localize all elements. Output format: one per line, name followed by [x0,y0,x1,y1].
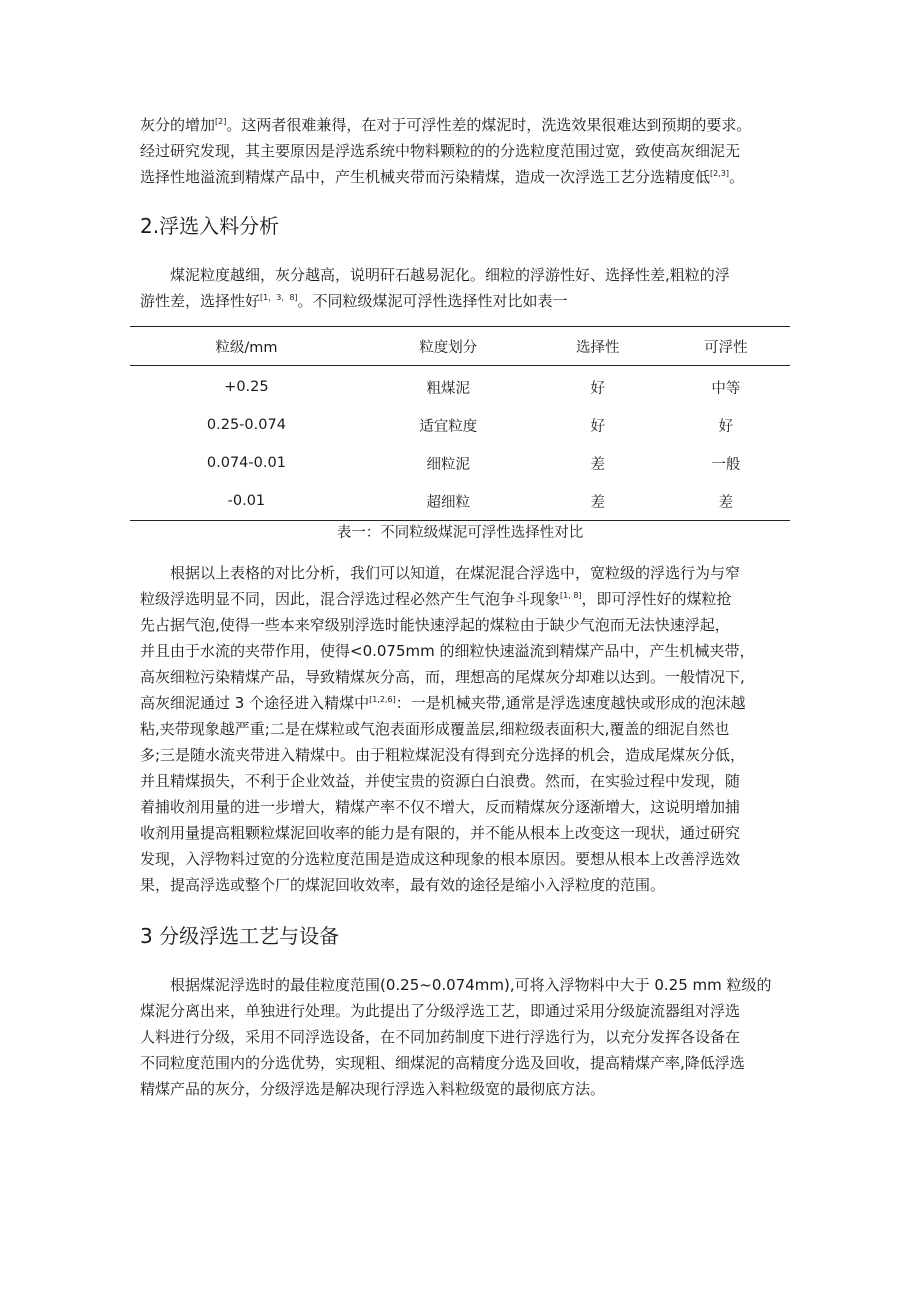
table-cell: 好 [590,418,605,435]
column-header: 可浮性 [662,327,790,366]
table-cell: 差 [534,482,662,521]
text-line [140,164,790,190]
text-line: 发现，入浮物料过宽的分选粒度范围是造成这种现象的根本原因。要想从根本上改善浮选效 [140,850,741,868]
analysis-paragraph [140,560,790,898]
text-line: 多;三是随水流夹带进入精煤中。由于粗粒煤泥没有得到充分选择的机会，造成尾煤灰分低， [140,746,746,764]
text-line: 高灰细粒污染精煤产品，导致精煤灰分高，而，理想高的尾煤灰分却难以达到。一般情况下, [140,668,745,686]
intro-paragraph [140,112,790,190]
citation: [2,3] [710,169,729,178]
table-cell: 细粒泥 [426,456,470,473]
table-cell: 差 [662,482,790,521]
section3-paragraph [140,972,790,1102]
table-cell: 好 [590,380,605,397]
text-line: 煤泥分离出来，单独进行处理。为此提出了分级浮选工艺，即通过采用分级旋流器组对浮选 [140,1002,741,1020]
section-heading: 2.浮选入料分析 [140,214,280,238]
table-header-row [130,327,790,366]
table-cell: 超细粒 [363,482,534,521]
text-line [140,690,790,716]
table-cell: 好 [718,418,734,435]
section2-paragraph [140,262,790,314]
text-line: 根据以上表格的对比分析，我们可以知道，在煤泥混合浮选中，宽粒级的浮选行为与窄 [170,564,741,582]
text-line [140,586,790,612]
column-header: 选择性 [534,327,662,366]
table-cell: 一般 [711,456,741,473]
table-cell: 差 [590,456,605,473]
column-header: 粒级/mm [130,327,363,366]
table-cell: 适宜粒度 [419,418,478,435]
section-heading: 3 分级浮选工艺与设备 [140,924,340,948]
table-cell: -0.01 [130,482,363,521]
table-cell: 0.25-0.074 [206,417,286,433]
text-line: 收剂用量提高粗颗粒煤泥回收率的能力是有限的，并不能从根本上改变这一现状，通过研究 [140,824,741,842]
text-line: 先占据气泡,使得一些本来窄级别浮选时能快速浮起的煤粒由于缺少气泡而无法快速浮起， [140,616,730,634]
table-row [130,482,790,521]
text-line: 着捕收剂用量的进一步增大，精煤产率不仅不增大，反而精煤灰分逐渐增大，这说明增加捕 [140,798,741,816]
comparison-table [130,326,790,521]
text-line: 人料进行分级，采用不同浮选设备，在不同加药制度下进行浮选行为，以充分发挥各设备在 [140,1028,741,1046]
table-cell: 粗煤泥 [426,380,470,397]
text-line: 不同粒度范围内的分选优势，实现粗、细煤泥的高精度分选及回收，提高精煤产率,降低浮选 [140,1054,745,1072]
table-cell: 中等 [711,380,741,397]
text-run: ：一是机械夹带,通常是浮选速度越快或形成的泡沫越 [395,694,746,712]
table-row [130,406,790,444]
text-run: ，即可浮性好的煤粒抢 [581,590,732,608]
text-run: 高灰细泥通过 3 个途径进入精煤中 [140,694,370,712]
table-row [130,444,790,482]
text-line: 根据煤泥浮选时的最佳粒度范围(0.25~0.074mm),可将入浮物料中大于 0.25 mm 粒级的 [170,976,772,994]
text-run: 灰分的增加 [140,116,216,134]
table-caption: 表一：不同粒级煤泥可浮性选择性对比 [336,525,584,541]
text-run: 。 [728,168,744,186]
column-header: 粒度划分 [363,327,534,366]
text-run: 。这两者很难兼得，在对于可浮性差的煤泥时，洗选效果很难达到预期的要求。 [226,116,752,134]
text-run: 。不同粒级煤泥可浮性选择性对比如表一 [297,292,568,310]
text-line: 并且由于水流的夹带作用，使得<0.075mm 的细粒快速溢流到精煤产品中，产生机械夹带， [140,642,755,660]
table-cell: +0.25 [224,379,269,395]
citation: [1, 8] [560,591,582,600]
text-line: 经过研究发现，其主要原因是浮选系统中物料颗粒的的分选粒度范围过宽，致使高灰细泥无 [140,142,741,160]
text-line: 精煤产品的灰分，分级浮选是解决现行浮选入料粒级宽的最彻底方法。 [140,1080,606,1098]
table-row [130,366,790,407]
text-line [140,112,790,138]
citation: [1，3，8] [260,293,298,302]
text-line [140,288,790,314]
text-run: 游性差，选择性好 [140,292,261,310]
citation: [2] [215,117,227,126]
text-line: 并且精煤损失，不利于企业效益，并使宝贵的资源白白浪费。然而，在实验过程中发现，随 [140,772,741,790]
text-run: 粒级浮选明显不同，因此，混合浮选过程必然产生气泡争斗现象 [140,590,561,608]
text-run: 选择性地溢流到精煤产品中，产生机械夹带而污染精煤，造成一次浮选工艺分选精度低 [140,168,711,186]
text-line: 粘,夹带现象越严重;二是在煤粒或气泡表面形成覆盖层,细粒级表面积大,覆盖的细泥自然也 [140,720,730,738]
citation: [1,2,6] [369,695,396,704]
text-line: 煤泥粒度越细，灰分越高，说明矸石越易泥化。细粒的浮游性好、选择性差,粗粒的浮 [170,266,730,284]
text-line: 果，提高浮选或整个厂的煤泥回收效率，最有效的途径是缩小入浮粒度的范围。 [140,876,666,894]
table-cell: 0.074-0.01 [206,455,286,471]
